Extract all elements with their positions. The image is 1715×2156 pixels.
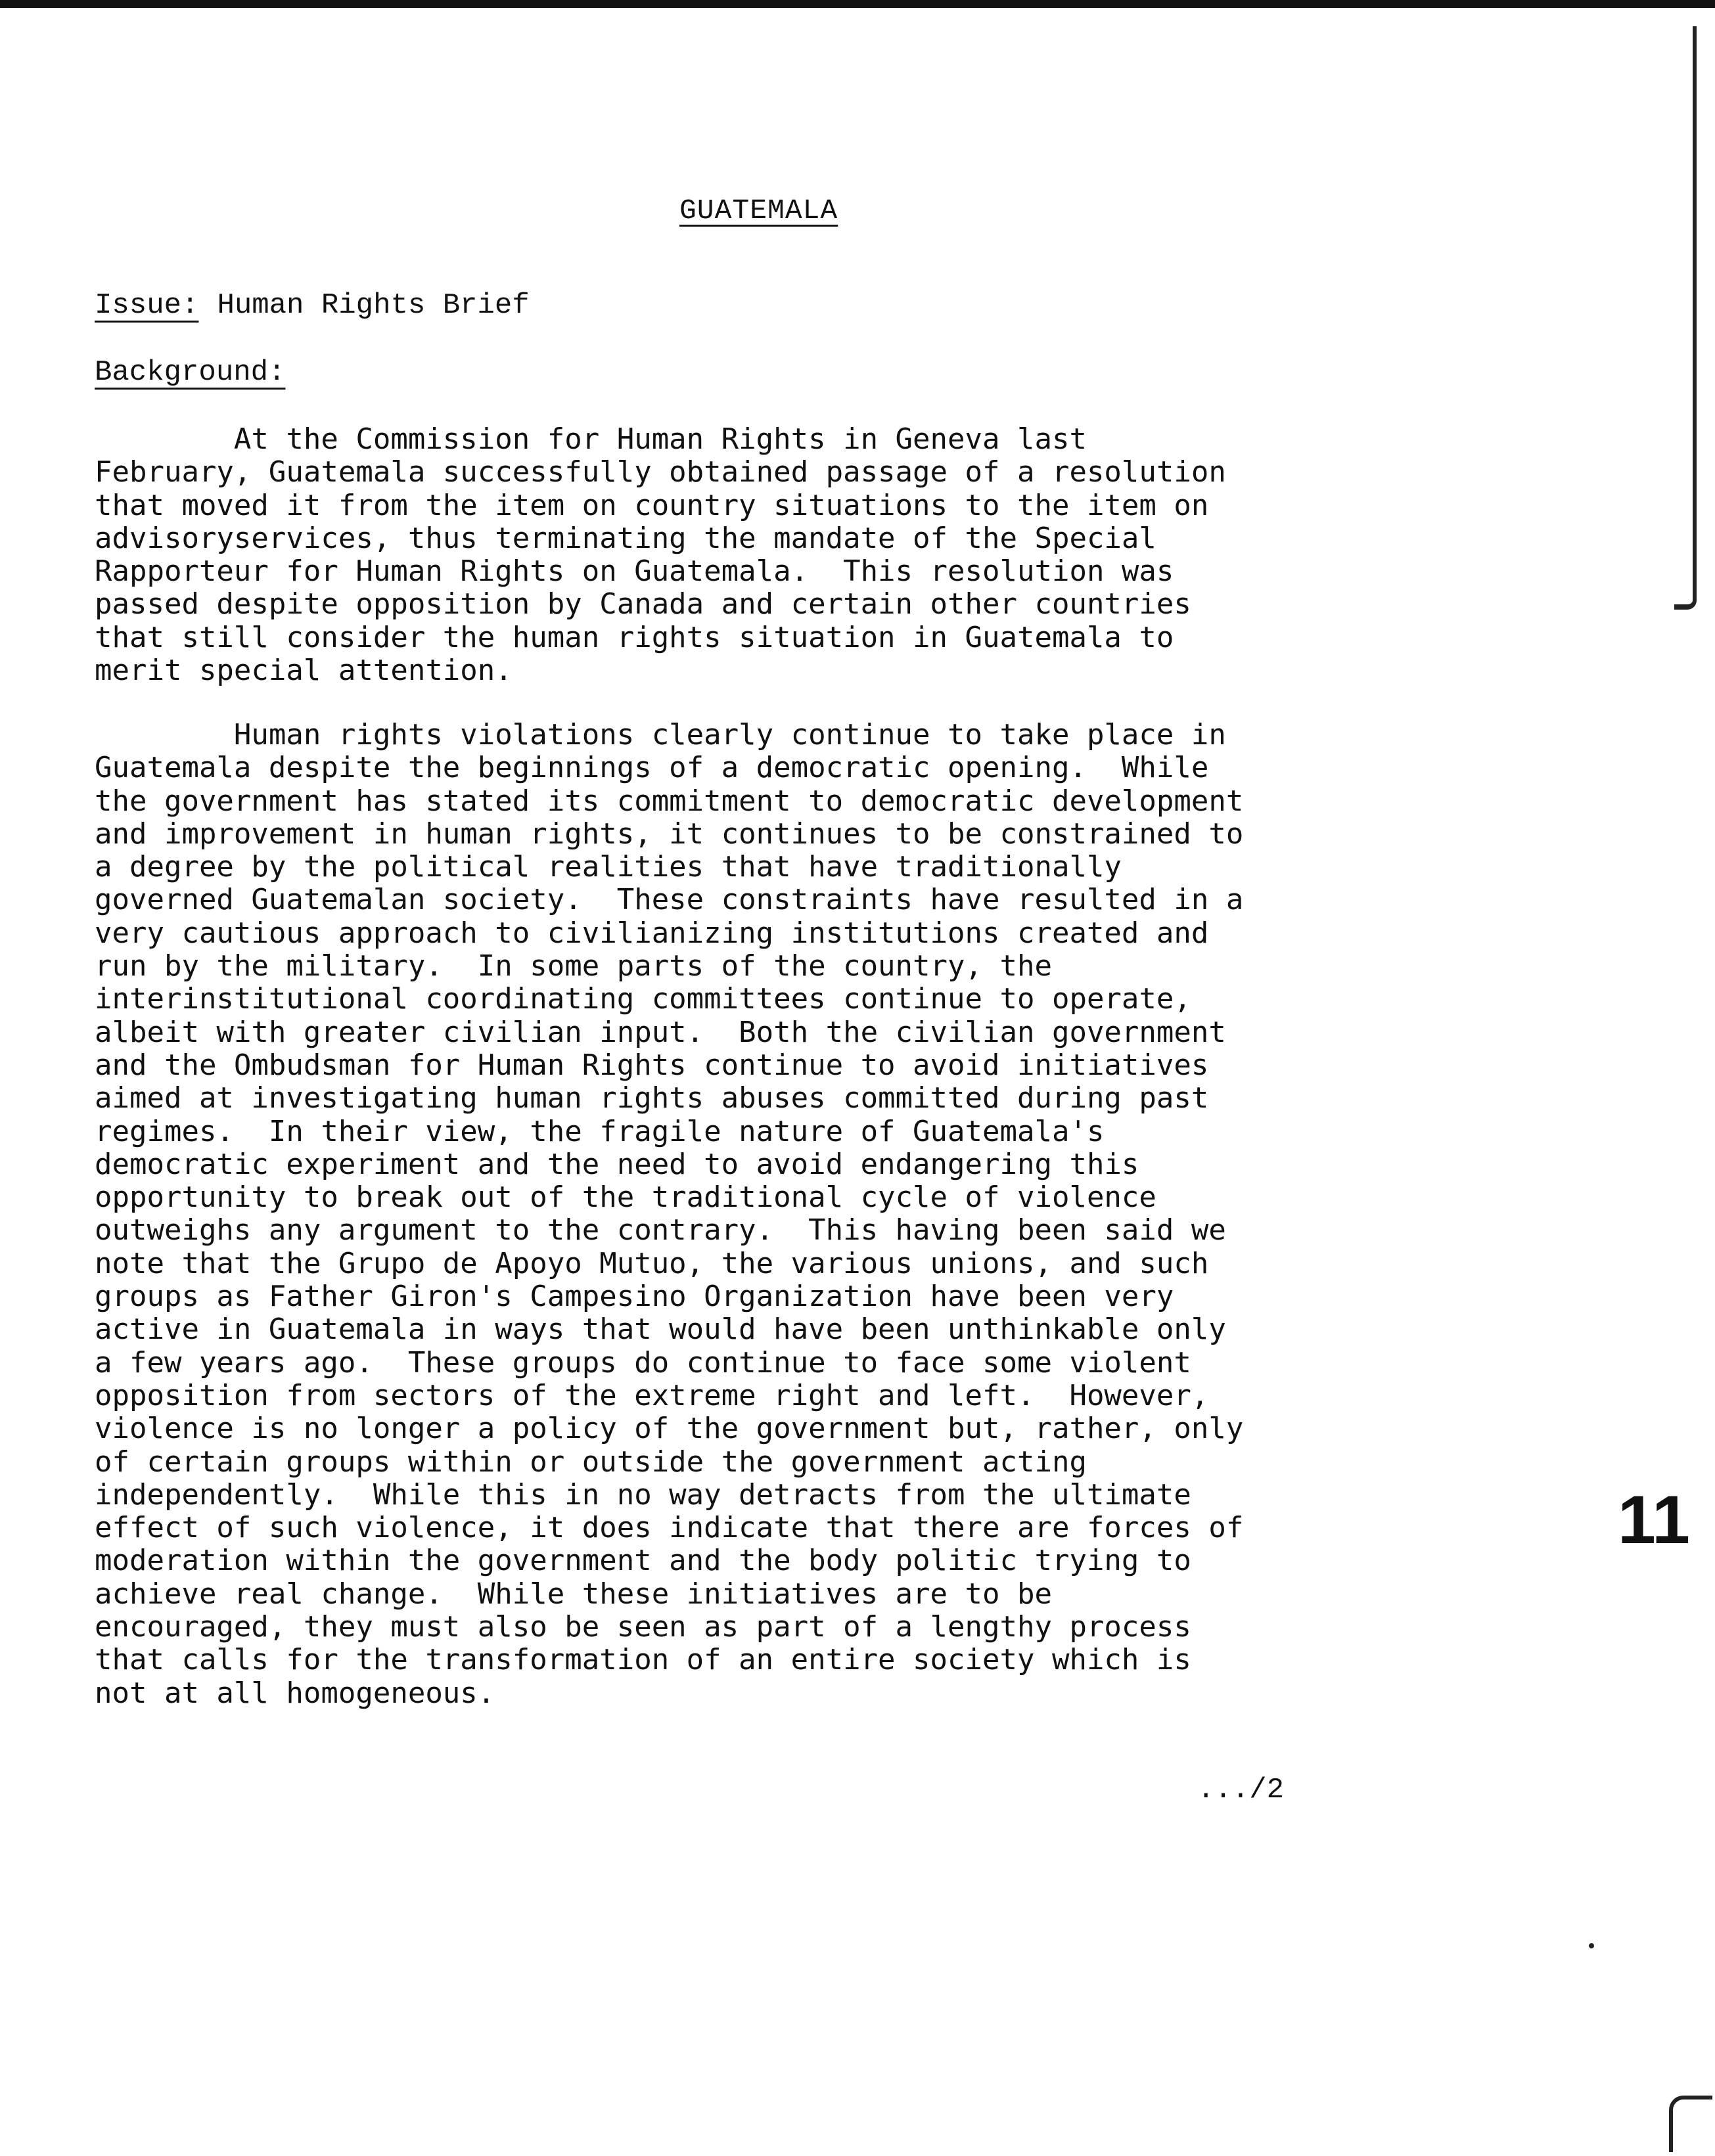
paragraph-1: At the Commission for Human Rights in Geneva last February, Guatemala successfully obtained passage of a resolution that moved it from the item on country situations to the item on advisoryservices, thus terminating the mandate of the Special Rapporteur for Human Rights on Guatemala. This resolution was passed despite opposition by Canada and certain other countries that still consider the human rights situation in Guatemala to merit special attention. bbox=[95, 422, 1226, 688]
issue-label: Issue: bbox=[95, 289, 199, 322]
issue-line bbox=[95, 289, 530, 322]
issue-value: Human Rights Brief bbox=[217, 289, 530, 322]
background-heading bbox=[95, 356, 285, 389]
background-heading-text: Background: bbox=[95, 356, 286, 389]
page-title: GUATEMALA bbox=[679, 194, 838, 227]
page-number: 11 bbox=[1618, 1482, 1690, 1558]
binder-edge-mark-lower bbox=[1669, 2096, 1712, 2152]
binder-edge-mark-upper bbox=[1674, 26, 1697, 610]
scan-speck bbox=[1589, 1943, 1594, 1948]
paragraph-2: Human rights violations clearly continue to take place in Guatemala despite the beginnings of a democratic opening. While the government has stated its commitment to democratic development and improvement in human rights, it continues to be constrained to a degree by the political realities that have traditionally governed Guatemalan society. These constraints have resulted in a very cautious approach to civilianizing institutions created and run by the military. In some parts of the country, the interinstitutional coordinating committees continue to operate, albeit with greater civilian input. Both the civilian government and the Ombudsman for Human Rights continue to avoid initiatives aimed at investigating human rights abuses committed during past regimes. In their view, the fragile nature of Guatemala's democratic experiment and the need to avoid endangering this opportunity to break out of the traditional cycle of violence outweighs any argument to the contrary. This having been said we note that the Grupo de Apoyo Mutuo, the various unions, and such groups as Father Giron's Campesino Organization have been very active in Guatemala in ways that would have been unthinkable only a few years ago. These groups do continue to face some violent opposition from sectors of the extreme right and left. However, violence is no longer a policy of the government but, rather, only of certain groups within or outside the government acting independently. While this in no way detracts from the ultimate effect of such violence, it does indicate that there are forces of moderation within the government and the body politic trying to achieve real change. While these initiatives are to be encouraged, they must also be seen as part of a lengthy process that calls for the transformation of an entire society which is not at all homogeneous. bbox=[95, 718, 1244, 1710]
continuation-marker: .../2 bbox=[1197, 1774, 1285, 1807]
top-edge-rule bbox=[0, 0, 1715, 8]
